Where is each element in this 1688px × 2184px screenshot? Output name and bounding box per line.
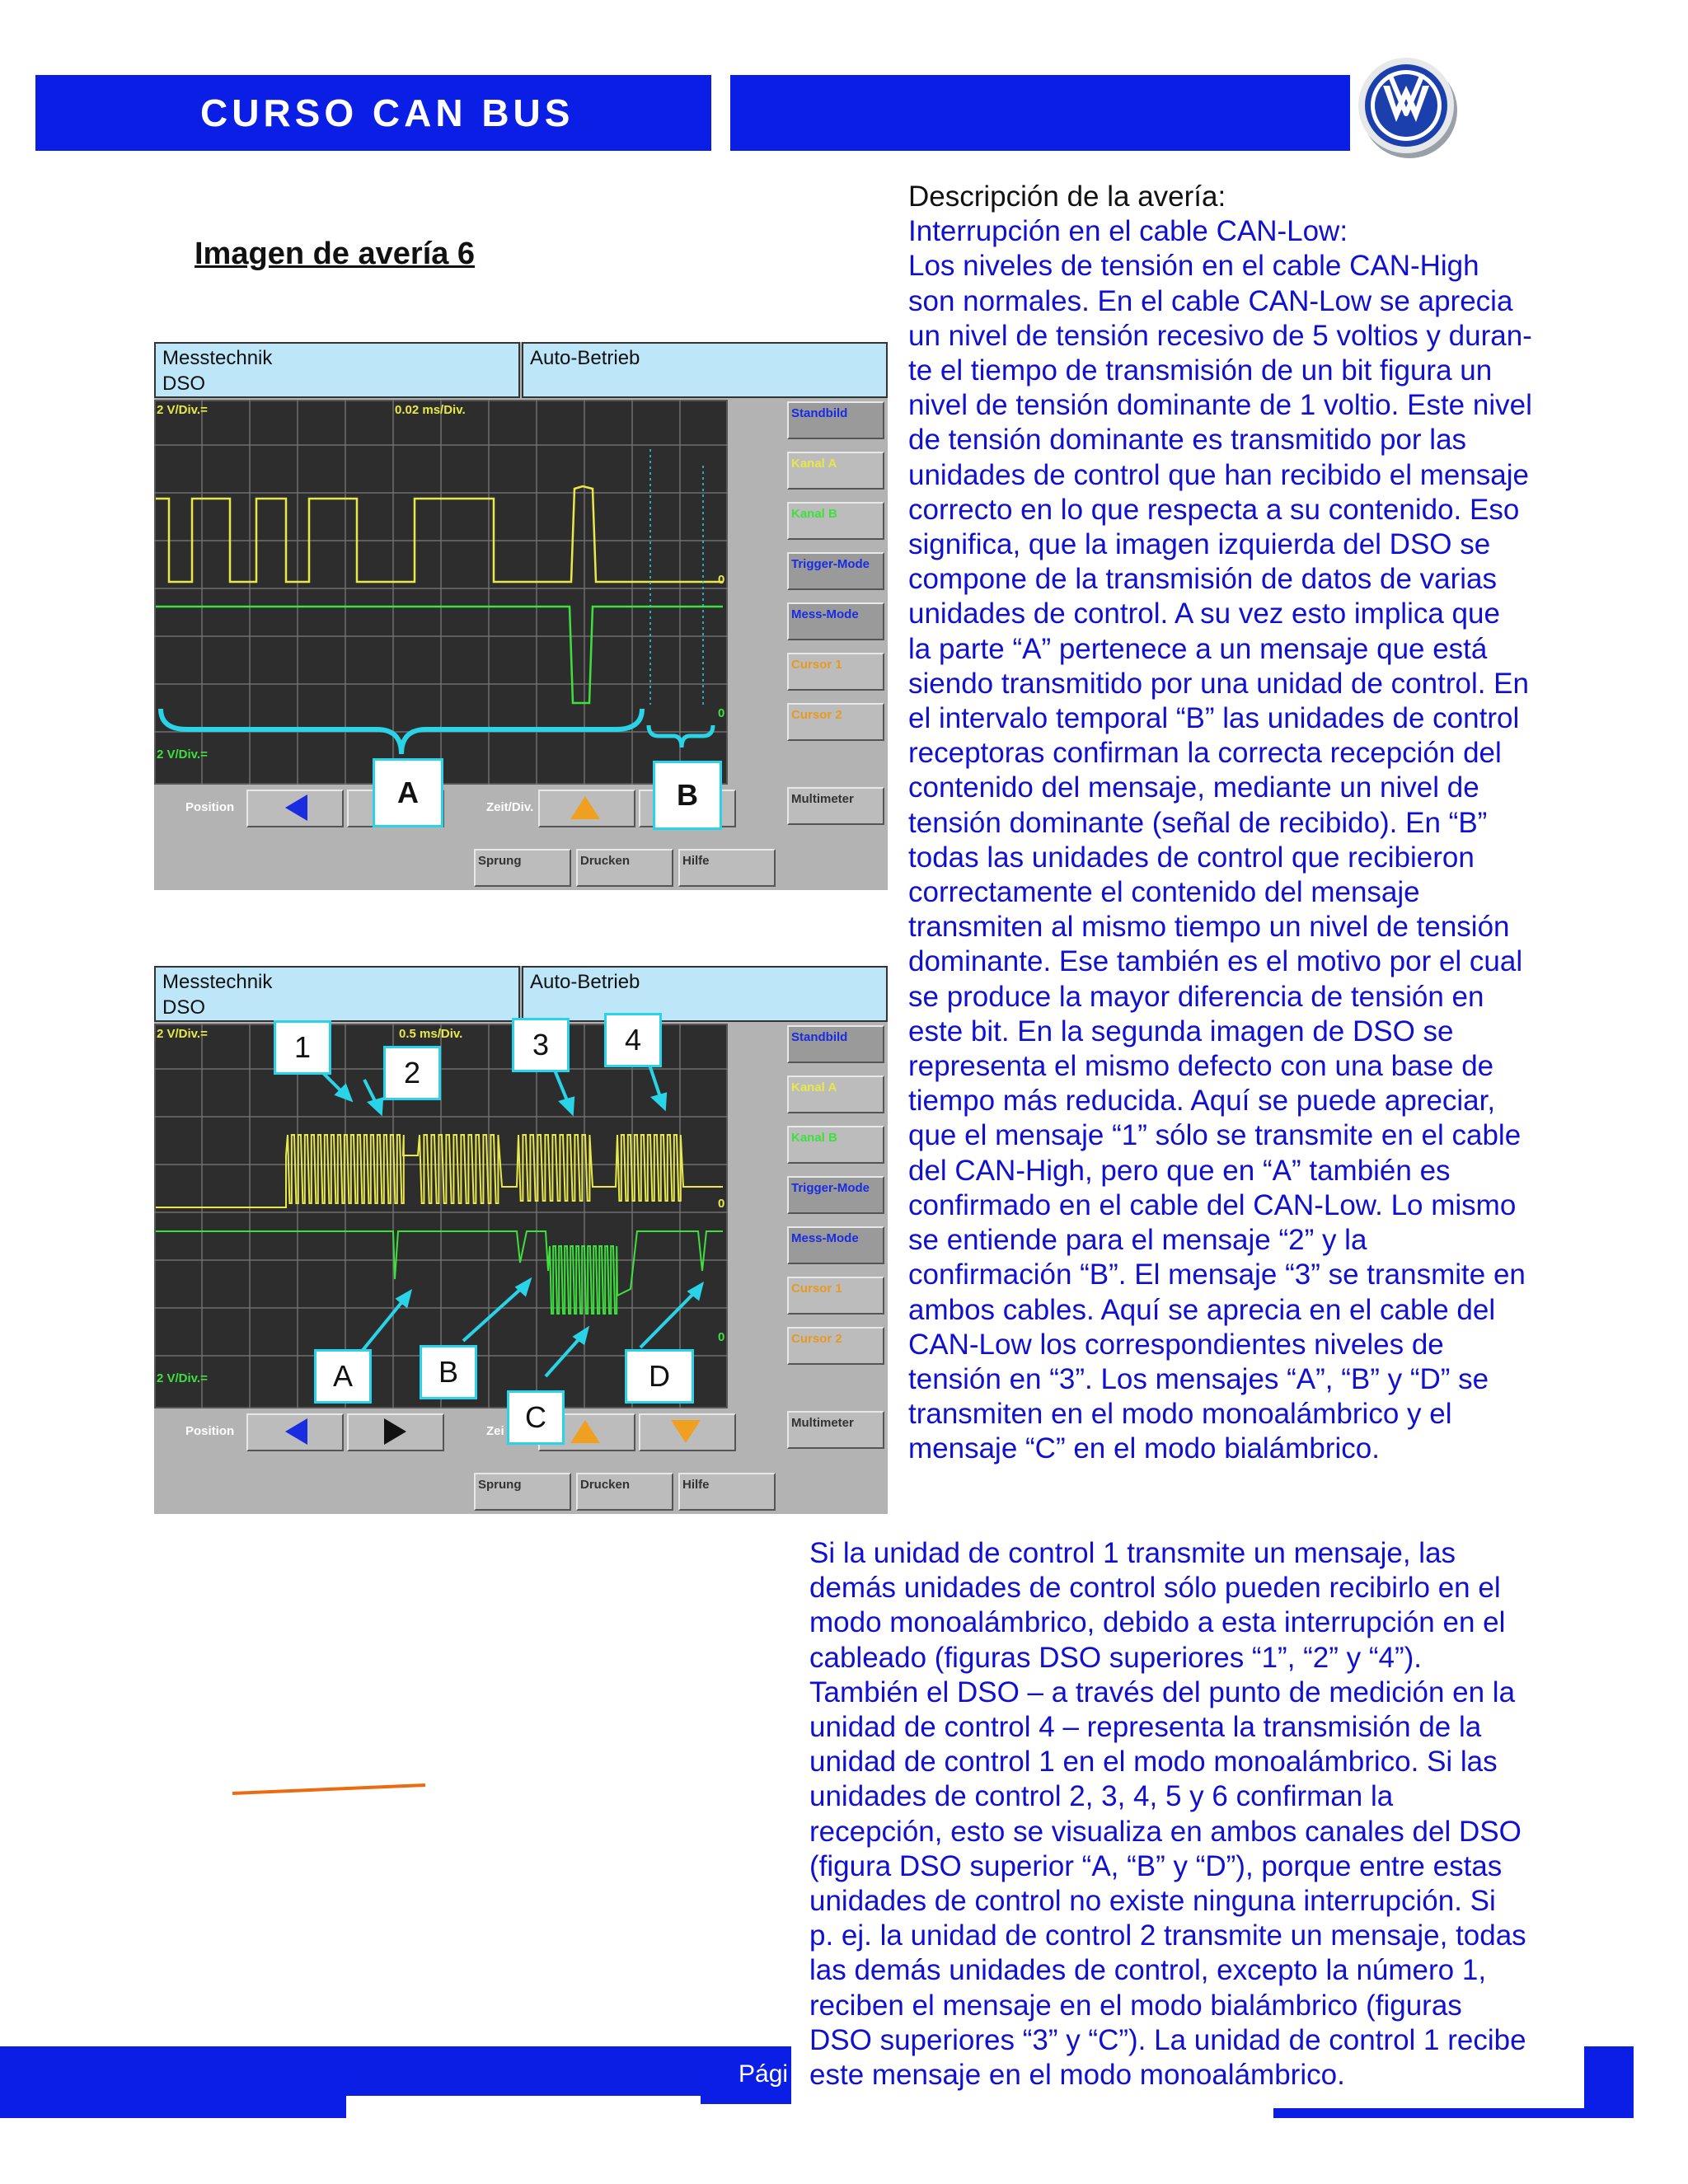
description-line: significa, que la imagen izquierda del DSO se: [908, 528, 1491, 561]
note-line: demás unidades de control sólo pueden recibirlo en el: [809, 1572, 1501, 1605]
cursor-1-button[interactable]: Cursor 1: [787, 653, 884, 691]
description-line: el intervalo temporal “B” las unidades de control: [908, 702, 1520, 735]
kanal-a-button[interactable]: Kanal A: [787, 452, 884, 490]
description-line: de tensión dominante es transmitido por las: [908, 424, 1467, 457]
description-line: transmiten al mismo tiempo un nivel de tensión: [908, 911, 1510, 944]
position-label: Position: [185, 1424, 235, 1438]
zeit-down-button[interactable]: [639, 1413, 736, 1451]
note-line: p. ej. la unidad de control 2 transmite un mensaje, todas: [809, 1919, 1526, 1952]
description-line: dominante. Ese también es el motivo por el cual: [908, 945, 1523, 978]
description-line: compone de la transmisión de datos de varias: [908, 563, 1498, 596]
note-line: (figura DSO superior “A, “B” y “D”), porque entre estas: [809, 1849, 1503, 1882]
dso-header-messtechnik: Messtechnik: [162, 347, 273, 369]
description-line: transmiten en el modo monoalámbrico y el: [908, 1398, 1452, 1431]
note-line: este mensaje en el modo monoalámbrico.: [809, 2059, 1345, 2092]
position-left-button[interactable]: [246, 1413, 344, 1451]
note-line: Si la unidad de control 1 transmite un mensaje, las: [809, 1537, 1456, 1569]
kanal-a-button[interactable]: Kanal A: [787, 1076, 884, 1113]
zero-marker-b: 0: [718, 706, 725, 720]
dso-header-mode: DSO: [162, 373, 206, 395]
zeit-up-button[interactable]: [538, 790, 635, 827]
dso-header-mode: DSO: [162, 996, 206, 1019]
hilfe-button[interactable]: Hilfe: [678, 849, 776, 887]
description-line: del CAN-High, pero que en “A” también es: [908, 1154, 1451, 1187]
dso-header-auto: Auto-Betrieb: [530, 971, 640, 993]
cursor-1-button[interactable]: Cursor 1: [787, 1277, 884, 1315]
description-line: correcto en lo que respecta a su contenido. Eso: [908, 493, 1520, 526]
note-line: las demás unidades de control, excepto la número 1,: [809, 1954, 1487, 1987]
hilfe-button[interactable]: Hilfe: [678, 1473, 776, 1511]
note-line: modo monoalámbrico, debido a esta interrupción en el: [809, 1606, 1506, 1639]
note-line: recepción, esto se visualiza en ambos canales del DSO: [809, 1815, 1522, 1848]
note-line: unidad de control 1 en el modo monoalámbrico. Si las: [809, 1746, 1498, 1779]
note-line: unidades de control 2, 3, 4, 5 y 6 confirman la: [809, 1780, 1394, 1813]
zero-marker-b: 0: [718, 1330, 725, 1344]
drucken-button[interactable]: Drucken: [576, 849, 673, 887]
description-line: este bit. En la segunda imagen de DSO se: [908, 1015, 1454, 1047]
standbild-button[interactable]: Standbild: [787, 1025, 884, 1063]
description-line: tiempo más reducida. Aquí se puede apreciar,: [908, 1085, 1496, 1118]
callout-4: 4: [604, 1013, 662, 1067]
sprung-button[interactable]: Sprung: [474, 1473, 571, 1511]
cursor-2-button[interactable]: Cursor 2: [787, 703, 884, 741]
dso-header-auto: Auto-Betrieb: [530, 347, 640, 369]
zeit-label: Zeit/Div.: [486, 800, 534, 814]
ch-b-scale: 2 V/Div.=: [157, 1371, 208, 1385]
arrow-up-icon: [540, 791, 631, 824]
position-label: Position: [185, 800, 235, 814]
description-line: receptoras confirman la correcta recepción del: [908, 737, 1502, 770]
multimeter-button[interactable]: Multimeter: [787, 1411, 884, 1449]
drucken-button[interactable]: Drucken: [576, 1473, 673, 1511]
callout-1: 1: [274, 1020, 331, 1075]
note-line: cableado (figuras DSO superiores “1”, “2” y “4”).: [809, 1641, 1423, 1674]
note-box: [791, 1525, 1584, 2108]
callout-a: A: [373, 758, 443, 827]
kanal-b-button[interactable]: Kanal B: [787, 1126, 884, 1164]
note-line: unidades de control no existe ninguna interrupción. Si: [809, 1885, 1496, 1918]
description-line: tensión dominante (señal de recibido). En “B”: [908, 806, 1488, 839]
note-line: DSO superiores “3” y “C”). La unidad de control 1 recibe: [809, 2023, 1526, 2056]
kanal-b-button[interactable]: Kanal B: [787, 502, 884, 540]
position-right-button[interactable]: [347, 1413, 444, 1451]
footer-notch-left: [346, 2046, 701, 2096]
ch-a-scale: 2 V/Div.=: [157, 1027, 208, 1041]
ch-a-scale: 2 V/Div.=: [157, 403, 208, 417]
orange-stroke: [231, 1772, 429, 1797]
mess-mode-button[interactable]: Mess-Mode: [787, 1226, 884, 1264]
description-line: confirmado en el cable del CAN-Low. Lo mismo: [908, 1188, 1517, 1221]
footer-page-label: Pági: [738, 2060, 789, 2088]
note-line: unidad de control 4 – representa la transmisión de la: [809, 1711, 1482, 1744]
header-title: CURSO CAN BUS: [200, 91, 574, 134]
footer-notch-white: [346, 2096, 701, 2118]
position-left-button[interactable]: [246, 790, 344, 827]
description-heading: Descripción de la avería:: [908, 180, 1226, 213]
time-scale: 0.02 ms/Div.: [395, 403, 466, 417]
description-line: se produce la mayor diferencia de tensión en: [908, 980, 1484, 1013]
description-line: Los niveles de tensión en el cable CAN-High: [908, 250, 1479, 283]
description-line: mensaje “C” en el modo bialámbrico.: [908, 1432, 1380, 1465]
description-line: correctamente el contenido del mensaje: [908, 876, 1420, 909]
trigger-mode-button[interactable]: Trigger-Mode: [787, 552, 884, 590]
multimeter-button[interactable]: Multimeter: [787, 787, 884, 825]
header-bar-right: [730, 75, 1350, 151]
dso-screen-1: [154, 342, 888, 890]
description-line: contenido del mensaje, mediante un nivel de: [908, 771, 1479, 804]
description-line: todas las unidades de control que recibieron: [908, 841, 1475, 874]
cursor-2-button[interactable]: Cursor 2: [787, 1327, 884, 1365]
arrow-left-icon: [248, 791, 339, 824]
mess-mode-button[interactable]: Mess-Mode: [787, 602, 884, 640]
time-scale: 0.5 ms/Div.: [399, 1027, 463, 1041]
note-line: reciben el mensaje en el modo bialámbrico (figuras: [809, 1989, 1462, 2022]
callout-d: D: [625, 1349, 694, 1404]
zeit-label: Zei: [486, 1424, 504, 1438]
description-line: unidades de control que han recibido el mensaje: [908, 458, 1530, 491]
description-line: Interrupción en el cable CAN-Low:: [908, 215, 1348, 248]
vw-logo: [1358, 53, 1465, 160]
description-line: CAN-Low los correspondientes niveles de: [908, 1328, 1444, 1361]
callout-b: B: [420, 1345, 477, 1399]
description-line: son normales. En el cable CAN-Low se aprecia: [908, 284, 1513, 317]
description-line: representa el mismo defecto con una base de: [908, 1050, 1494, 1083]
description-line: unidades de control. A su vez esto implica que: [908, 598, 1500, 630]
arrow-left-icon: [248, 1415, 339, 1448]
description-line: tensión en “3”. Los mensajes “A”, “B” y “D” se: [908, 1362, 1489, 1395]
dso-header-messtechnik: Messtechnik: [162, 971, 273, 993]
callout-a: A: [314, 1349, 372, 1404]
description-line: ambos cables. Aquí se aprecia en el cable del: [908, 1293, 1496, 1326]
standbild-button[interactable]: Standbild: [787, 401, 884, 439]
description-line: que el mensaje “1” sólo se transmite en el cable: [908, 1119, 1522, 1152]
section-title: Imagen de avería 6: [195, 237, 476, 271]
description-line: la parte “A” pertenece a un mensaje que está: [908, 632, 1488, 665]
trigger-mode-button[interactable]: Trigger-Mode: [787, 1176, 884, 1214]
description-line: nivel de tensión dominante de 1 voltio. Este nivel: [908, 389, 1532, 422]
ch-b-scale: 2 V/Div.=: [157, 748, 208, 762]
sprung-button[interactable]: Sprung: [474, 849, 571, 887]
footer-bar-left: [0, 2046, 346, 2118]
arrow-down-icon: [640, 1415, 731, 1448]
description-line: se entiende para el mensaje “2” y la: [908, 1224, 1367, 1257]
fault-description: [908, 180, 1617, 1467]
zero-marker-a: 0: [718, 573, 725, 587]
description-line: un nivel de tensión recesivo de 5 voltios y duran-: [908, 319, 1532, 352]
description-line: siendo transmitido por una unidad de control. En: [908, 667, 1529, 700]
arrow-right-icon: [349, 1415, 439, 1448]
description-line: confirmación “B”. El mensaje “3” se transmite en: [908, 1258, 1526, 1291]
callout-3: 3: [512, 1018, 570, 1072]
description-line: te el tiempo de transmisión de un bit figura un: [908, 354, 1493, 387]
zero-marker-a: 0: [718, 1197, 725, 1211]
note-line: También el DSO – a través del punto de medición en la: [809, 1675, 1516, 1708]
callout-b: B: [653, 761, 722, 830]
callout-2: 2: [383, 1046, 441, 1100]
callout-c: C: [507, 1390, 565, 1445]
dso-screen-2: [154, 966, 888, 1514]
